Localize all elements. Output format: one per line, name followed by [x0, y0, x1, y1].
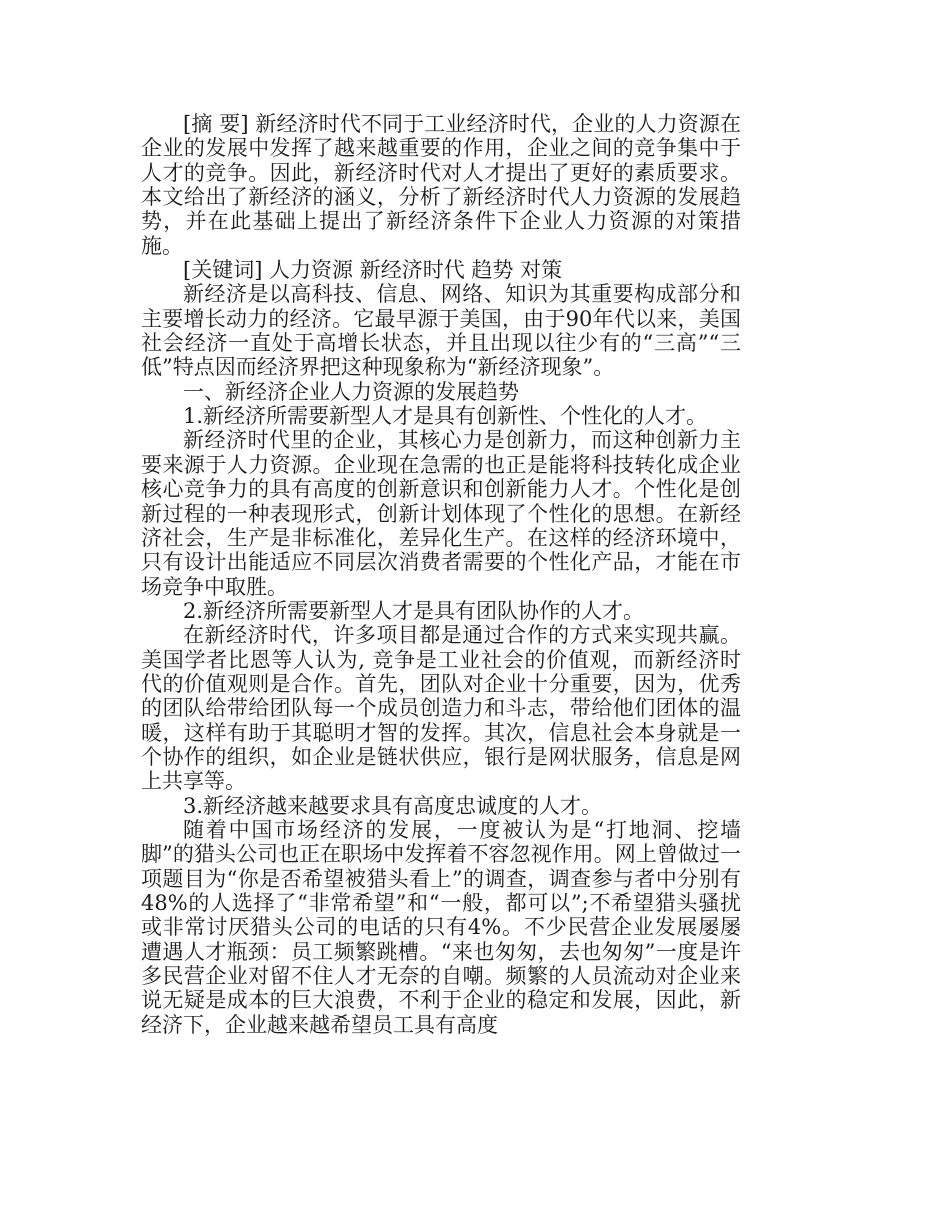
- keywords-paragraph: [关键词] 人力资源 新经济时代 趋势 对策: [183, 258, 563, 283]
- document-body: [141, 112, 741, 1037]
- body-paragraph-3: 随着中国市场经济的发展，一度被认为是“打地洞、挖墙脚”的猎头公司也正在职场中发挥着不容忽视作用。网上曾做过一项题目为“你是否希望被猎头看上”的调查，调查参与者中分别有48%的人选择了“非常希望”和“一般，都可以”;不希望猎头骚扰或非常讨厌猎头公司的电话的只有4%。不少民营企业发展屡屡遭遇人才瓶颈：员工频繁跳槽。“来也匆匆，去也匆匆”一度是许多民营企业对留不住人才无奈的自嘲。频繁的人员流动对企业来说无疑是成本的巨大浪费，不利于企业的稳定和发展，因此，新经济下，企业越来越希望员工具有高度: [141, 817, 741, 1037]
- section-heading: 一、新经济企业人力资源的发展趋势: [183, 379, 519, 404]
- body-paragraph-1: 新经济时代里的企业，其核心力是创新力，而这种创新力主要来源于人力资源。企业现在急需的也正是能将科技转化成企业核心竞争力的具有高度的创新意识和创新能力人才。个性化是创新过程的一种表现形式，创新计划体现了个性化的思想。在新经济社会，生产是非标准化，差异化生产。在这样的经济环境中，只有设计出能适应不同层次消费者需要的个性化产品，才能在市场竞争中取胜。: [141, 428, 741, 599]
- subheading-3: 3.新经济越来越要求具有高度忠诚度的人才。: [183, 793, 603, 818]
- subheading-2: 2.新经济所需要新型人才是具有团队协作的人才。: [183, 598, 645, 623]
- abstract-paragraph: [摘 要] 新经济时代不同于工业经济时代，企业的人力资源在企业的发展中发挥了越来越重要的作用，企业之间的竞争集中于人才的竞争。因此，新经济时代对人才提出了更好的素质要求。本文给出了新经济的涵义，分析了新经济时代人力资源的发展趋势，并在此基础上提出了新经济条件下企业人力资源的对策措施。: [141, 112, 741, 258]
- intro-paragraph: 新经济是以高科技、信息、网络、知识为其重要构成部分和主要增长动力的经济。它最早源于美国，由于90年代以来，美国社会经济一直处于高增长状态，并且出现以往少有的“三高”“三低”特点因而经济界把这种现象称为“新经济现象”。: [141, 282, 741, 380]
- subheading-1: 1.新经济所需要新型人才是具有创新性、个性化的人才。: [183, 404, 708, 429]
- body-paragraph-2: 在新经济时代，许多项目都是通过合作的方式来实现共赢。美国学者比恩等人认为, 竞争是工业社会的价值观，而新经济时代的价值观则是合作。首先，团队对企业十分重要，因为，优秀的团队给带给团队每一个成员创造力和斗志，带给他们团体的温暖，这样有助于其聪明才智的发挥。其次，信息社会本身就是一个协作的组织，如企业是链状供应，银行是网状服务，信息是网上共享等。: [141, 623, 741, 794]
